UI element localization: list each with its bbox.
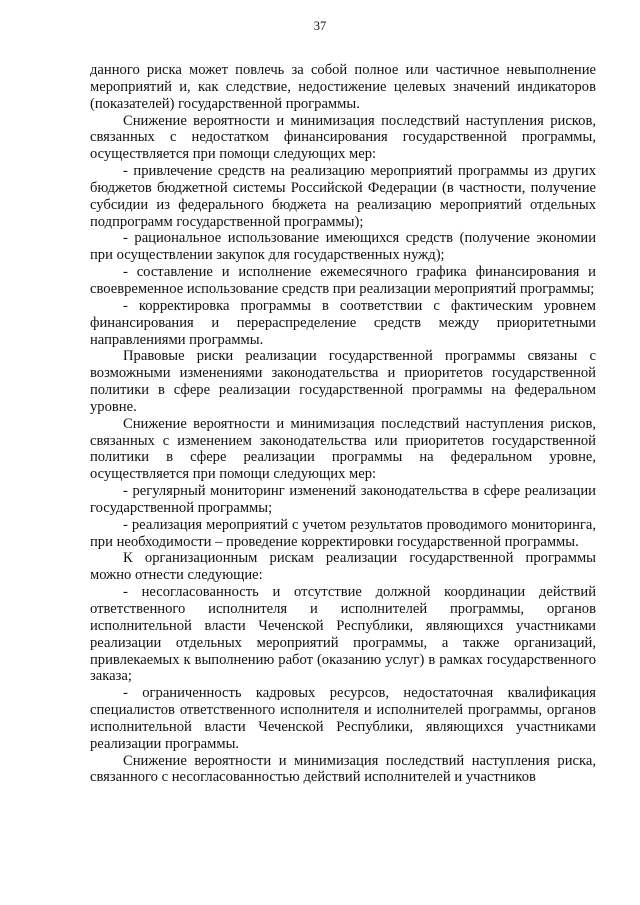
page-number: 37 xyxy=(313,19,327,33)
list-item-program-adjustment: - корректировка программы в соответствии с фактическим уровнем финансирования и перераспределение средств между приоритетными направлениями программы. xyxy=(90,297,596,348)
list-item-monitoring-results: - реализация мероприятий с учетом результатов проводимого мониторинга, при необходимости – проведение корректировки государственной программы. xyxy=(90,516,596,550)
paragraph-legal-risk-mitigation: Снижение вероятности и минимизация последствий наступления рисков, связанных с изменением законодательства или приоритетов государственной политики в сфере реализации программы на федеральном уровне, осуществляется при помощи следующих мер: xyxy=(90,415,596,483)
paragraph-organizational-risks: К организационным рискам реализации государственной программы можно отнести следующие: xyxy=(90,550,596,584)
paragraph-funding-risk-mitigation: Снижение вероятности и минимизация последствий наступления рисков, связанных с недостатком финансирования государственной программы, осуществляется при помощи следующих мер: xyxy=(90,112,596,163)
list-item-monthly-schedule: - составление и исполнение ежемесячного графика финансирования и своевременное использование средств при реализации мероприятий программы; xyxy=(90,264,596,297)
list-item-coordination-lack: - несогласованность и отсутствие должной координации действий ответственного исполнителя и исполнителей программы, органов исполнительной власти Чеченской Республики, являющихся участниками реализации отдельных мероприятий программы, а также организаций, привлекаемых к выполнению работ (оказанию услуг) в рамках государственного заказа; xyxy=(90,584,596,685)
list-item-attract-funds: - привлечение средств на реализацию мероприятий программы из других бюджетов бюджетной системы Российской Федерации (в частности, получение субсидии из федерального бюджета на реализацию мероприятий отдельных подпрограмм государственной программы); xyxy=(90,163,596,230)
list-item-rational-use: - рациональное использование имеющихся средств (получение экономии при осуществлении закупок для государственных нужд); xyxy=(90,230,596,264)
paragraph-risk-consequences: данного риска может повлечь за собой полное или частичное невыполнение мероприятий и, как следствие, недостижение целевых значений индикаторов (показателей) государственной программы. xyxy=(90,62,596,112)
paragraph-coordination-risk-mitigation: Снижение вероятности и минимизация последствий наступления риска, связанного с несогласованностью действий исполнителей и участников xyxy=(90,752,596,786)
paragraph-legal-risks: Правовые риски реализации государственной программы связаны с возможными изменениями законодательства и приоритетов государственной политики в сфере реализации государственной программы на федеральном уровне. xyxy=(90,348,596,415)
list-item-legislation-monitoring: - регулярный мониторинг изменений законодательства в сфере реализации государственной программы; xyxy=(90,483,596,516)
list-item-staff-limitations: - ограниченность кадровых ресурсов, недостаточная квалификация специалистов ответственного исполнителя и исполнителей программы, органов исполнительной власти Чеченской Республики, являющихся участниками реализации программы. xyxy=(90,685,596,752)
document-body xyxy=(90,62,596,786)
